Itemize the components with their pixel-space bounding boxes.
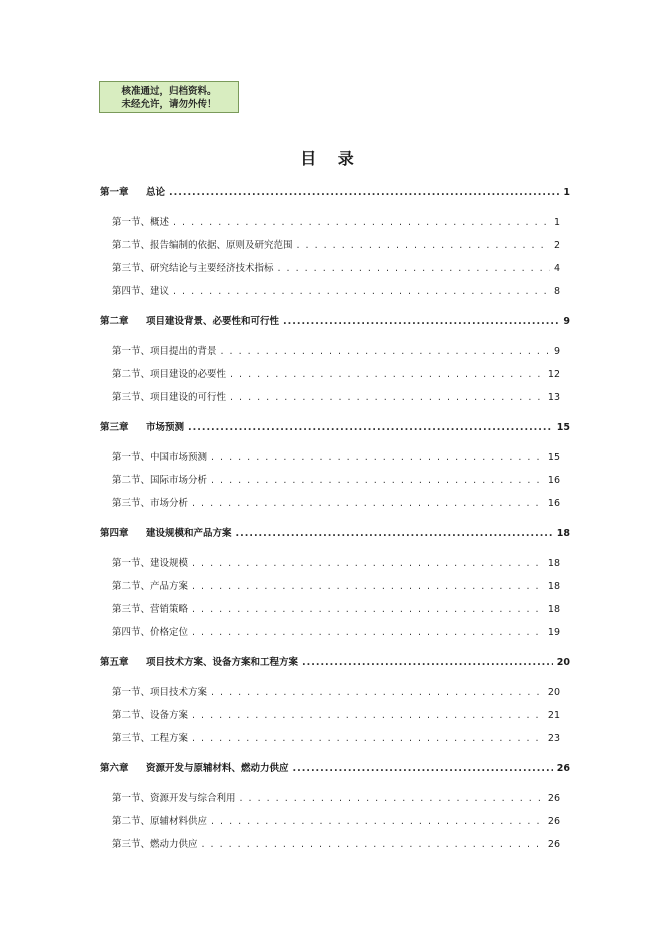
toc-section-entry[interactable]: [112, 497, 560, 511]
toc-page-number: 9: [553, 346, 560, 357]
toc-entry-title: 第二节、产品方案: [112, 581, 189, 592]
toc-entry-title: 第二节、原辅材料供应: [112, 816, 208, 827]
toc-page-number: 26: [556, 763, 570, 774]
toc-entry-title: 第三节、燃动力供应: [112, 839, 198, 850]
toc-entry-title: 市场预测: [146, 422, 185, 433]
dot-leader: [297, 239, 550, 253]
toc-entry-title: 第二节、国际市场分析: [112, 475, 208, 486]
toc-entry-label: [112, 732, 188, 746]
toc-section-entry[interactable]: [112, 626, 560, 640]
toc-section-entry[interactable]: [112, 239, 560, 253]
toc-chapter-entry[interactable]: [100, 421, 570, 435]
dot-leader: [169, 186, 559, 200]
toc-entry-label: [112, 391, 226, 405]
dot-leader: [192, 732, 544, 746]
toc-section-entry[interactable]: [112, 391, 560, 405]
toc-entry-title: 项目建设背景、必要性和可行性: [146, 316, 280, 327]
toc-entry-label: [112, 345, 217, 359]
toc-section-entry[interactable]: [112, 580, 560, 594]
dot-leader: [236, 527, 553, 541]
toc-section-entry[interactable]: [112, 345, 560, 359]
dot-leader: [278, 262, 550, 276]
toc-entry-label: [112, 239, 293, 253]
toc-entry-title: 第四节、价格定位: [112, 627, 189, 638]
toc-entry-title: 第一节、概述: [112, 217, 170, 228]
toc-section-entry[interactable]: [112, 216, 560, 230]
dot-leader: [173, 285, 550, 299]
toc-page-number: 1: [563, 187, 570, 198]
toc-page-number: 1: [553, 217, 560, 228]
toc-entry-title: 项目技术方案、设备方案和工程方案: [146, 657, 299, 668]
dot-leader: [192, 626, 544, 640]
toc-page-number: 18: [547, 558, 560, 569]
dot-leader: [192, 580, 544, 594]
toc-page-number: 20: [556, 657, 570, 668]
toc-entry-label: [112, 451, 207, 465]
toc-page-number: 26: [547, 816, 560, 827]
dot-leader: [192, 497, 544, 511]
toc-page-number: 23: [547, 733, 560, 744]
toc-entry-title: 第三节、项目建设的可行性: [112, 392, 227, 403]
dot-leader: [211, 686, 544, 700]
toc-entry-title: 第三节、研究结论与主要经济技术指标: [112, 263, 274, 274]
toc-section-entry[interactable]: [112, 451, 560, 465]
toc-entry-label: [100, 656, 298, 670]
toc-section-entry[interactable]: [112, 709, 560, 723]
chapter-number: 第三章: [100, 422, 129, 433]
dot-leader: [230, 391, 544, 405]
toc-entry-title: 第三节、工程方案: [112, 733, 189, 744]
toc-chapter-entry[interactable]: [100, 656, 570, 670]
toc-section-entry[interactable]: [112, 792, 560, 806]
toc-entry-label: [112, 368, 226, 382]
page-title: 目 录: [300, 149, 362, 168]
toc-entry-title: 第一节、项目技术方案: [112, 687, 208, 698]
toc-page-number: 4: [553, 263, 560, 274]
toc-entry-title: 第二节、设备方案: [112, 710, 189, 721]
toc-entry-label: [112, 262, 274, 276]
dot-leader: [283, 315, 559, 329]
toc-entry-label: [100, 315, 279, 329]
toc-entry-title: 建设规模和产品方案: [146, 528, 232, 539]
toc-section-entry[interactable]: [112, 557, 560, 571]
toc-entry-label: [112, 603, 188, 617]
dot-leader: [192, 603, 544, 617]
toc-entry-title: 第一节、建设规模: [112, 558, 189, 569]
toc-page-number: 13: [547, 392, 560, 403]
dot-leader: [173, 216, 550, 230]
dot-leader: [240, 792, 544, 806]
toc-section-entry[interactable]: [112, 603, 560, 617]
notice-line-2: 未经允许，请勿外传！: [121, 99, 217, 110]
toc-page-number: 21: [547, 710, 560, 721]
toc-entry-title: 第三节、营销策略: [112, 604, 189, 615]
toc-entry-label: [100, 186, 165, 200]
dot-leader: [302, 656, 553, 670]
chapter-number: 第四章: [100, 528, 129, 539]
toc-entry-title: 资源开发与原辅材料、燃动力供应: [146, 763, 289, 774]
chapter-number: 第一章: [100, 187, 129, 198]
dot-leader: [211, 474, 544, 488]
dot-leader: [211, 815, 544, 829]
toc-page-number: 19: [547, 627, 560, 638]
toc-chapter-entry[interactable]: [100, 315, 570, 329]
toc-entry-label: [112, 626, 188, 640]
chapter-number: 第六章: [100, 763, 129, 774]
toc-page-number: 18: [556, 528, 570, 539]
toc-section-entry[interactable]: [112, 732, 560, 746]
notice-line-1: 核准通过，归档资料。: [121, 86, 217, 97]
toc-page-number: 15: [556, 422, 570, 433]
dot-leader: [293, 762, 553, 776]
toc-section-entry[interactable]: [112, 474, 560, 488]
dot-leader: [192, 709, 544, 723]
dot-leader: [188, 421, 553, 435]
toc-page-number: 26: [547, 839, 560, 850]
toc-section-entry[interactable]: [112, 368, 560, 382]
toc-page-number: 15: [547, 452, 560, 463]
toc-entry-label: [112, 497, 188, 511]
toc-entry-title: 第一节、项目提出的背景: [112, 346, 217, 357]
toc-section-entry[interactable]: [112, 262, 560, 276]
toc-entry-label: [112, 838, 198, 852]
dot-leader: [221, 345, 550, 359]
toc-page-number: 2: [553, 240, 560, 251]
chapter-number: 第五章: [100, 657, 129, 668]
toc-entry-title: 第二节、项目建设的必要性: [112, 369, 227, 380]
toc-section-entry[interactable]: [112, 285, 560, 299]
dot-leader: [202, 838, 544, 852]
toc-entry-label: [100, 527, 232, 541]
toc-chapter-entry[interactable]: [100, 762, 570, 776]
toc-page-number: 18: [547, 604, 560, 615]
toc-page-number: 12: [547, 369, 560, 380]
toc-entry-title: 第一节、资源开发与综合利用: [112, 793, 236, 804]
toc-entry-label: [112, 557, 188, 571]
toc-page-number: 16: [547, 498, 560, 509]
toc-page-number: 20: [547, 687, 560, 698]
toc-entry-title: 第三节、市场分析: [112, 498, 189, 509]
dot-leader: [230, 368, 544, 382]
toc-entry-label: [112, 285, 169, 299]
toc-chapter-entry[interactable]: [100, 527, 570, 541]
toc-entry-label: [112, 474, 207, 488]
toc-entry-label: [112, 216, 169, 230]
dot-leader: [211, 451, 544, 465]
toc-entry-label: [112, 815, 207, 829]
toc-page-number: 16: [547, 475, 560, 486]
toc-entry-title: 第四节、建议: [112, 286, 170, 297]
toc-entry-label: [100, 421, 184, 435]
toc-entry-title: 第二节、报告编制的依据、原则及研究范围: [112, 240, 293, 251]
toc-entry-title: 第一节、中国市场预测: [112, 452, 208, 463]
toc-section-entry[interactable]: [112, 686, 560, 700]
toc-section-entry[interactable]: [112, 838, 560, 852]
toc-entry-label: [112, 580, 188, 594]
toc-page-number: 8: [553, 286, 560, 297]
toc-entry-label: [112, 686, 207, 700]
toc-entry-label: [112, 792, 236, 806]
toc-section-entry[interactable]: [112, 815, 560, 829]
toc-page-number: 26: [547, 793, 560, 804]
toc-page-number: 9: [563, 316, 570, 327]
dot-leader: [192, 557, 544, 571]
chapter-number: 第二章: [100, 316, 129, 327]
toc-entry-label: [112, 709, 188, 723]
toc-chapter-entry[interactable]: [100, 186, 570, 200]
toc-entry-label: [100, 762, 289, 776]
toc-page-number: 18: [547, 581, 560, 592]
toc-entry-title: 总论: [146, 187, 166, 198]
